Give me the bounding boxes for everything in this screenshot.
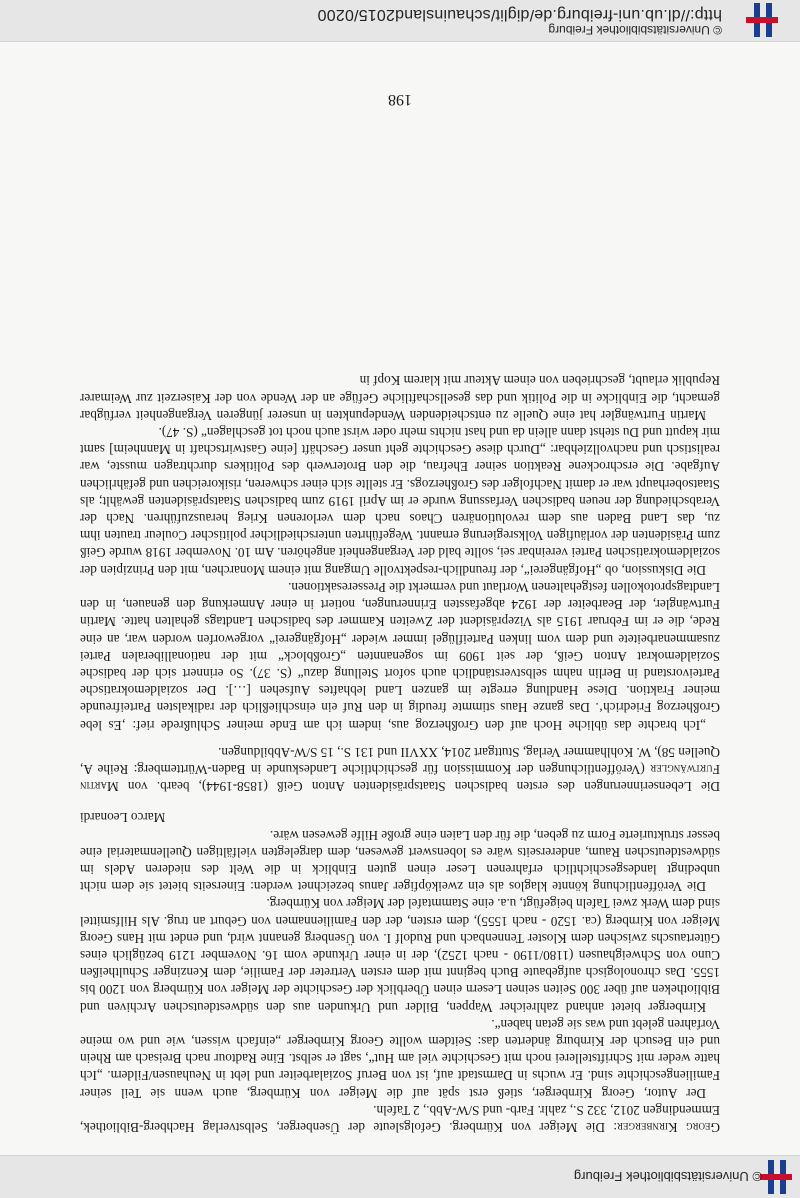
permalink-url[interactable]: http://dl.ub.uni-freiburg.de/diglit/schauinsland2015/0200 xyxy=(317,6,722,23)
review-2-editor: Martin Furtwängler xyxy=(80,761,720,795)
review-1-paragraph: Kirnberger bietet anhand zahlreicher Wappen, Bilder und Urkunden aus den südwestdeutschen Archiven und Bibliotheken auf über 300 Seiten seinen Lesern einen Überblick der Geschichte der Meiger von Kürnberg von 1200 bis 1555. Das chronologisch aufgebaute Buch beginnt mit dem ersten Vertreter der Familie, dem Kenzinger Schultheißen Cuno von Schweighausen (1180/1190 - nach 1252), der in einer Urkunde vom 16. November 1219 bezüglich eines Gütertauschs zwischen dem Kloster Tennenbach und Rudolf I. von Üsenberg genannt wird, und endet mit Hans Georg Meiger von Kirnberg (ca. 1520 - nach 1555), dem ersten, der den Familiennamen von Geburt an trug. Als Hilfsmittel sind dem Werk zwei Tafeln beigefügt, u.a. eine Stammtafel der Meiger von Kürnberg. xyxy=(80,896,720,1015)
review-2-paragraph: Martin Furtwängler hat eine Quelle zu entscheidenden Wendepunkten in unserer jüngeren Vergangenheit verfügbar gemacht, die Einblicke in die Politik und das gesellschaftliche Gefüge an der Wende von der Kaiserzeit zur Weimarer Republik erlaubt, geschrieben von einem Akteur mit klarem Kopf in xyxy=(80,373,720,423)
review-1-citation-text: : Die Meiger von Kürnberg. Gefolgsleute der Üsenberger, Selbstverlag Hachberg-Bibliothek, Emmendingen 2012, 332 S., zahlr. Farb- und S/W-Abb., 2 Tafeln. xyxy=(80,1102,720,1135)
review-1 xyxy=(80,809,720,1136)
review-1-author: Georg Kirnberger xyxy=(617,1120,720,1135)
header-bar xyxy=(0,1155,800,1198)
review-1-citation xyxy=(80,1102,720,1136)
review-2 xyxy=(80,372,720,795)
header-copyright: © Universitätsbibliothek Freiburg xyxy=(573,1169,762,1184)
review-2-citation-text: (Veröffentlichungen der Kommission für geschichtliche Landeskunde in Baden-Württemberg: Reihe A, Quellen 58), W. Kohlhammer Verlag, Stuttgart 2014, XXVII und 131 S., 15 S/W-Abbildungen. xyxy=(80,744,720,777)
page-content xyxy=(80,364,720,1136)
page-number: 198 xyxy=(388,91,412,108)
review-2-paragraph: „Ich brachte das übliche Hoch auf den Großherzog aus, indem ich am Ende meiner Schlußrede rief: ‚Es lebe Großherzog Friedrich‘. Das ganze Haus stimmte freudig in den Ruf ein einschließlich der radikalsten Parteifreunde meiner Fraktion. Diese Handlung erregte im ganzen Land lebhaftes Aufsehen […]. Der sozialdemokratische Parteivorstand in Berlin nahm selbstverständlich auch sofort Stellung dazu“ (S. 37). So erinnert sich der badische Sozialdemokrat Anton Geiß, der seit 1909 im sogenannten „Großblock“ mit der nationalliberalen Partei zusammenarbeitete und dem vom linken Parteiflügel immer wieder „Hofgängerei“ vorgeworfen worden war, an eine Rede, die er im Februar 1915 als Vizepräsident der Zweiten Kammer des badischen Landtags gehalten hatte. Martin Furtwängler, der Bearbeiter der 1924 abgefassten Erinnerungen, notiert in einer Anmerkung den genauen, in den Landtagsprotokollen festgehaltenen Wortlaut und vermerkt die Presseresaktionen. xyxy=(80,579,720,733)
review-2-title: Die Lebenserinnerungen des ersten badischen Staatspräsidenten Anton Geiß (1858-1944), bearb. von xyxy=(118,779,720,795)
review-1-paragraph: Der Autor, Georg Kirnberger, stieß erst spät auf die Meiger von Kürnberg, auch wenn sie Teil seiner Familiengeschichte sind. Er wuchs in Darmstadt auf, ist von Beruf Sozialarbeiter und lebt in Neuhausen/Fildern. „Ich hatte weder mit Schriftstellerei noch mit Geschichte viel am Hut“, sagt er selbst. Eine Radtour nach Breisach am Rhein und ein Besuch der Kirnburg änderten das: Seitdem wollte Georg Kirnberger „einfach wissen, wie und wo meine Vorfahren gelebt und was sie getan haben“. xyxy=(80,1016,720,1101)
footer-copyright: © Universitätsbibliothek Freiburg xyxy=(548,23,722,37)
review-2-citation xyxy=(80,744,720,796)
footer-bar xyxy=(0,0,800,42)
review-2-paragraph: Die Diskussion, ob „Hofgängerei“, der freundlich-respektvolle Umgang mit einem Monarchen, mit den Prinzipien der sozialdemokratischen Partei vereinbar sei, sollte bald der Vergangenheit angehören. Am 10. November 1918 wurde Geiß zum Präsidenten der vorläufigen Volksregierung ernannt. Wegeführten unterschiedlicher politischer Couleur trauten ihm zu, das Land Baden aus dem revolutionären Chaos nach dem verlorenen Krieg herauszuführen. Nach der Verabschiedung der neuen badischen Verfassung wurde er im April 1919 zum badischen Staatspräsidenten gewählt; als Staatsoberhaupt war er damit Nachfolger des Großherzogs. Er stellte sich einer schweren, risikoreichen und gefährlichen Aufgabe. Die erschrockene Reaktion seiner Ehefrau, die den Broterwerb des Politikers durchtragen musste, war realistisch und nachvollziehbar: „Durch diese Geschichte geht unser Geschäft [eine Gastwirtschaft in Mannheim] samt mir kaputt und Du stehst dann allein da und hast nichts mehr oder wirst auch noch tot geschlagen“ (S. 47). xyxy=(80,425,720,578)
library-logo-icon xyxy=(758,1156,794,1198)
review-1-paragraph: Die Veröffentlichung könnte klaglos als ein zweiköpfiger Janus bezeichnet werden: Einerseits bietet sie dem nicht unbedingt landesgeschichtlich erfahrenen Leser einen guten Einblick in die Welt des niederen Adels im südwestdeutschen Raum, andererseits wäre es lobenswert gewesen, dem dargelegten vielfältigen Quellenmaterial eine besser strukturierte Form zu geben, die für den Laien eine große Hilfe gewesen wäre. xyxy=(80,827,720,895)
review-1-reviewer: Marco Leonardi xyxy=(80,810,166,826)
library-logo-icon xyxy=(744,0,780,41)
